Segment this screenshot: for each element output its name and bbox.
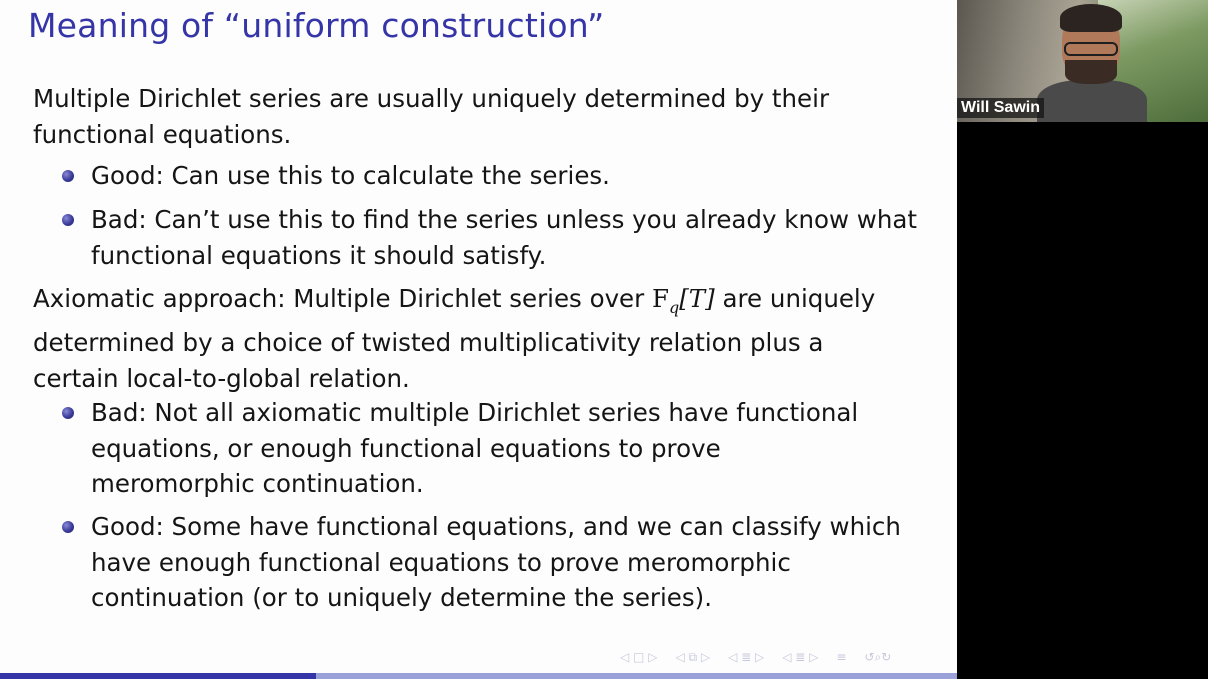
- bullet-text: Bad: Not all axiomatic multiple Dirichlet series have functional equations, or enough functional equations to prove meromorphic continuation.: [91, 398, 859, 498]
- finite-field-symbol: F: [652, 284, 669, 313]
- bullet-dot-icon: [62, 407, 74, 419]
- slide-title: Meaning of “uniform construction”: [28, 6, 605, 45]
- paragraph-axiomatic-approach: [33, 281, 913, 396]
- field-subscript: q: [669, 297, 680, 317]
- bullet-bad-find: [62, 202, 921, 273]
- paragraph-functional-equations: Multiple Dirichlet series are usually uniquely determined by their functional equations.: [33, 84, 830, 149]
- frame-nav-icon[interactable]: ◁ □ ▷: [620, 650, 658, 664]
- shirt: [1037, 80, 1147, 122]
- subframe-nav-icon[interactable]: ◁ ⧉ ▷: [675, 650, 711, 664]
- bullet-good-classify: [62, 509, 941, 616]
- participant-name-label: Will Sawin: [957, 98, 1044, 118]
- toc-nav-icon[interactable]: ≡: [836, 650, 847, 664]
- bullet-dot-icon: [62, 521, 74, 533]
- axiomatic-text-end: are uniquely determined by a choice of twisted multiplicativity relation plus a certain local-to-global relation.: [33, 284, 876, 393]
- beard: [1065, 60, 1117, 84]
- participant-video-tile[interactable]: [957, 0, 1208, 122]
- bullet-good-calculate: [62, 158, 931, 194]
- bullet-dot-icon: [62, 214, 74, 226]
- polynomial-variable: [T]: [679, 284, 715, 313]
- beamer-navigation-bar: [620, 650, 891, 665]
- bullet-text: Bad: Can’t use this to find the series unless you already know what functional equations it should satisfy.: [91, 205, 917, 270]
- participant-video-image: [1037, 8, 1147, 122]
- search-refresh-icon[interactable]: ↺⌕↻: [864, 650, 892, 664]
- slide-progress-bar: [0, 673, 957, 679]
- section-nav-icon[interactable]: ◁ ≣ ▷: [782, 650, 819, 664]
- bullet-text: Good: Can use this to calculate the series.: [91, 161, 610, 190]
- bullet-text: Good: Some have functional equations, and we can classify which have enough functional equations to prove meromorphic continuation (or to uniquely determine the series).: [91, 512, 901, 612]
- hair: [1060, 4, 1122, 32]
- subsection-nav-icon[interactable]: ◁ ≣ ▷: [728, 650, 765, 664]
- glasses: [1064, 42, 1118, 56]
- bullet-dot-icon: [62, 170, 74, 182]
- bullet-bad-not-all: [62, 395, 891, 502]
- progress-fill: [0, 673, 316, 679]
- axiomatic-text-start: Axiomatic approach: Multiple Dirichlet series over: [33, 284, 652, 313]
